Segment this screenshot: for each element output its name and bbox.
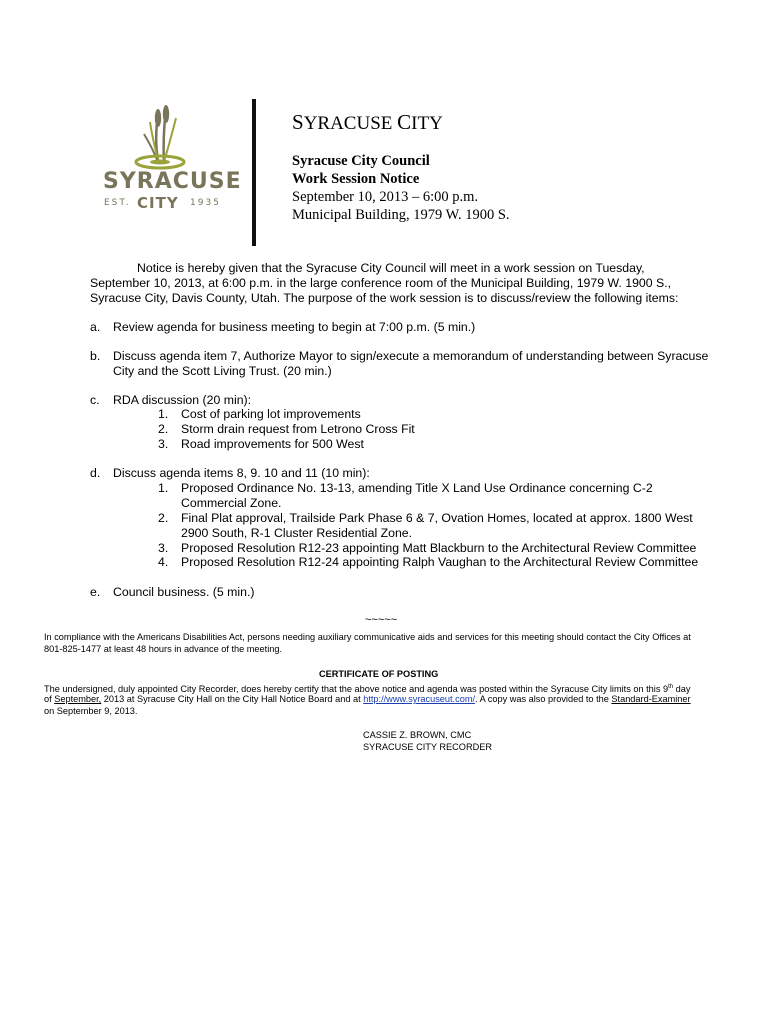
item-marker: c. <box>90 393 100 407</box>
sub-item: Storm drain request from Letrono Cross Fit <box>181 422 415 436</box>
logo-year: 1935 <box>190 198 221 208</box>
ada-notice-line-2: 801-825-1477 at least 48 hours in advance of the meeting. <box>44 644 283 654</box>
logo-city: CITY <box>137 194 179 212</box>
separator: ~~~~~ <box>365 614 398 626</box>
logo-wordmark: SYRACUSE <box>103 169 242 194</box>
sub-item-line-2: 2900 South, R-1 Cluster Residential Zone. <box>181 526 413 540</box>
sub-item-number: 1. <box>158 481 169 495</box>
agenda-item-d: Discuss agenda items 8, 9. 10 and 11 (10 min): <box>113 466 370 480</box>
agenda-item-e: Council business. (5 min.) <box>113 585 255 599</box>
recorder-title: SYRACUSE CITY RECORDER <box>363 742 492 752</box>
sub-item-number: 2. <box>158 511 169 525</box>
meeting-location: Municipal Building, 1979 W. 1900 S. <box>292 207 510 223</box>
sub-item: Cost of parking lot improvements <box>181 407 361 421</box>
logo-est: EST. <box>104 198 131 208</box>
intro-line-1: Notice is hereby given that the Syracuse City Council will meet in a work session on Tuesday, <box>137 261 645 275</box>
header-divider <box>252 99 256 246</box>
posting-month: September, <box>54 694 102 704</box>
agenda-item-a: Review agenda for business meeting to begin at 7:00 p.m. (5 min.) <box>113 320 476 334</box>
sub-item-line-2: Commercial Zone. <box>181 496 282 510</box>
newspaper-name: Standard-Examiner <box>611 694 691 704</box>
sub-item-number: 4. <box>158 555 169 569</box>
recorder-name: CASSIE Z. BROWN, CMC <box>363 730 472 740</box>
meeting-date-time: September 10, 2013 – 6:00 p.m. <box>292 189 479 205</box>
item-marker: e. <box>90 585 101 599</box>
agenda-item-c: RDA discussion (20 min): <box>113 393 252 407</box>
item-marker: a. <box>90 320 101 334</box>
certificate-line-1: The undersigned, duly appointed City Recorder, does hereby certify that the above notice and agenda was posted within the Syracuse City limits on this 9th day <box>44 684 691 695</box>
sub-item-number: 3. <box>158 541 169 555</box>
sub-item: Proposed Resolution R12-24 appointing Ralph Vaughan to the Architectural Review Committee <box>181 555 699 569</box>
item-marker: d. <box>90 466 101 480</box>
agenda-item-b-line-1: Discuss agenda item 7, Authorize Mayor to sign/execute a memorandum of understanding between Syracuse <box>113 349 709 363</box>
sub-item-number: 2. <box>158 422 169 436</box>
ada-notice-line-1: In compliance with the Americans Disabilities Act, persons needing auxiliary communicative aids and services for this meeting should contact the City Offices at <box>44 632 691 642</box>
council-name: Syracuse City Council <box>292 153 430 169</box>
notice-type: Work Session Notice <box>292 171 420 187</box>
intro-line-3: Syracuse City, Davis County, Utah. The purpose of the work session is to discuss/review the following items: <box>90 291 679 305</box>
sub-item-line-1: Proposed Ordinance No. 13-13, amending Title X Land Use Ordinance concerning C-2 <box>181 481 653 495</box>
sub-item-line-1: Final Plat approval, Trailside Park Phase 6 & 7, Ovation Homes, located at approx. 1800 West <box>181 511 693 525</box>
certificate-line-2: of September, 2013 at Syracuse City Hall on the City Hall Notice Board and at http://www.syracuseut.com/. A copy was also provided to the Standard-Examiner <box>44 694 691 704</box>
certificate-title: CERTIFICATE OF POSTING <box>319 669 439 679</box>
agenda-item-b-line-2: City and the Scott Living Trust. (20 min.) <box>113 364 332 378</box>
sub-item: Proposed Resolution R12-23 appointing Matt Blackburn to the Architectural Review Committee <box>181 541 697 555</box>
sub-item-number: 3. <box>158 437 169 451</box>
item-marker: b. <box>90 349 101 363</box>
certificate-line-3: on September 9, 2013. <box>44 706 138 716</box>
website-link[interactable]: http://www.syracuseut.com/ <box>363 694 476 704</box>
sub-item: Road improvements for 500 West <box>181 437 364 451</box>
city-title: SYRACUSE CITY <box>292 110 443 134</box>
intro-line-2: September 10, 2013, at 6:00 p.m. in the large conference room of the Municipal Building, 1979 W. 1900 S., <box>90 276 672 290</box>
sub-item-number: 1. <box>158 407 169 421</box>
